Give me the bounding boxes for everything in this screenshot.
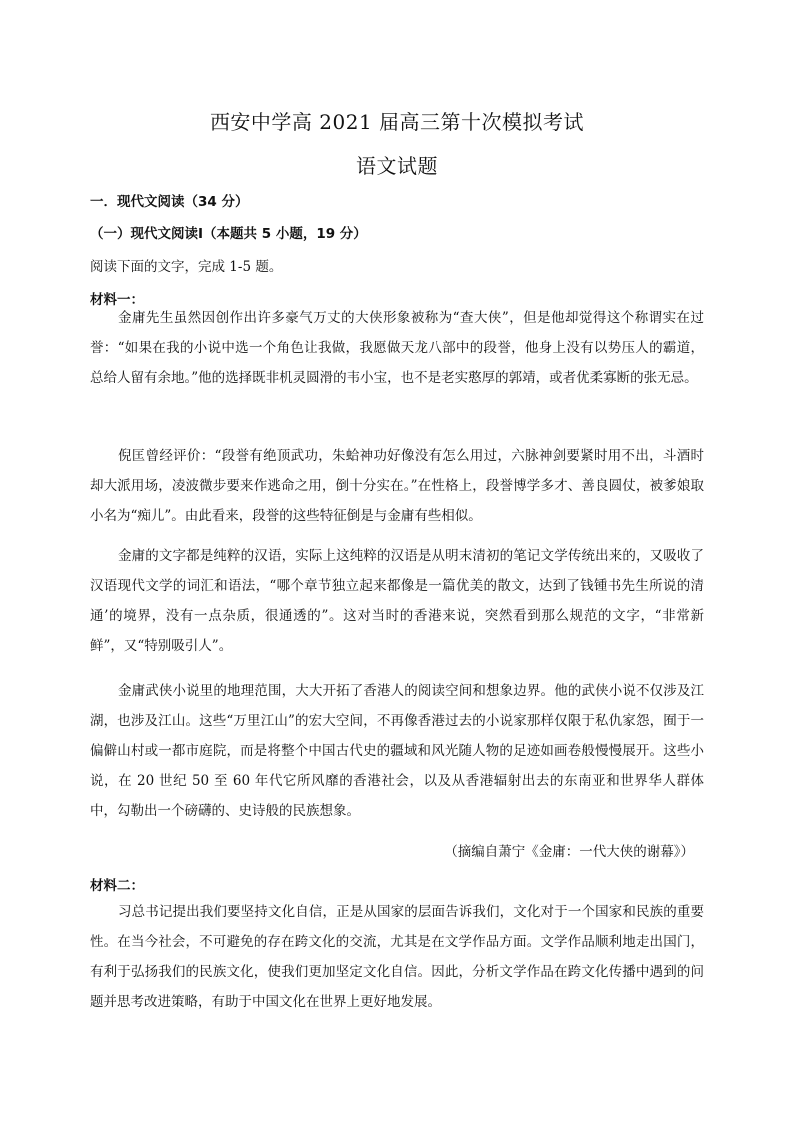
paragraph: 倪匡曾经评价：“段誉有绝顶武功，朱蛤神功好像没有怎么用过，六脉神剑要紧时用不出，斗酒时却大派用场，凌波微步要来作逃命之用，倒十分实在。”在性格上，段誉博学多才、善良圆仗，被爹娘取小名为“痴儿”。由此看来，段誉的这些特征倒是与金庸有些相似。: [90, 448, 704, 524]
exam-subtitle: 语文试题: [356, 154, 438, 178]
subsection-heading: （一）现代文阅读Ⅰ（本题共 5 小题，19 分）: [90, 226, 367, 242]
instruction-text: 阅读下面的文字，完成 1-5 题。: [90, 259, 283, 275]
source-citation: （摘编自萧宁《金庸：一代大侠的谢幕》）: [444, 844, 694, 860]
material-one-label: 材料一：: [90, 292, 144, 308]
material-two-label: 材料二：: [90, 878, 144, 894]
exam-title: 西安中学高 2021 届高三第十次模拟考试: [209, 110, 585, 134]
paragraph: 金庸武侠小说里的地理范围，大大开拓了香港人的阅读空间和想象边界。他的武侠小说不仅涉及江湖，也涉及江山。这些“万里江山”的宏大空间，不再像香港过去的小说家那样仅限于私仇家怨，囿于一偏僻山村或一都市庭院，而是将整个中国古代史的疆域和风光随人物的足迹如画卷般慢慢展开。这些小说，在 20 世纪 50 至 60 年代它所风靡的香港社会，以及从香港辐射出去的东南亚和世界华人群体中，勾勒出一个磅礴的、史诗般的民族想象。: [90, 683, 704, 819]
paragraph: 习总书记提出我们要坚持文化自信，正是从国家的层面告诉我们，文化对于一个国家和民族的重要性。在当今社会，不可避免的存在跨文化的交流，尤其是在文学作品方面。文学作品顺利地走出国门，有利于弘扬我们的民族文化，使我们更加坚定文化自信。因此，分析文学作品在跨文化传播中遇到的问题并思考改进策略，有助于中国文化在世界上更好地发展。: [90, 904, 704, 1010]
paragraph: 金庸的文字都是纯粹的汉语，实际上这纯粹的汉语是从明末清初的笔记文学传统出来的，又吸收了汉语现代文学的词汇和语法，“哪个章节独立起来都像是一篇优美的散文，达到了钱锺书先生所说的清通’的境界，没有一点杂质，很通透的”。这对当时的香港来说，突然看到那么规范的文字，“非常新鲜”，又“特别吸引人”。: [90, 548, 704, 654]
paragraph: 金庸先生虽然因创作出许多豪气万丈的大侠形象被称为“查大侠”，但是他却觉得这个称谓实在过誉：“如果在我的小说中选一个角色让我做，我愿做天龙八部中的段誉，他身上没有以势压人的霸道，总给人留有余地。”他的选择既非机灵圆滑的韦小宝，也不是老实憨厚的郭靖，或者优柔寡断的张无忌。: [90, 310, 704, 386]
section-heading: 一．现代文阅读（34 分）: [90, 194, 249, 210]
